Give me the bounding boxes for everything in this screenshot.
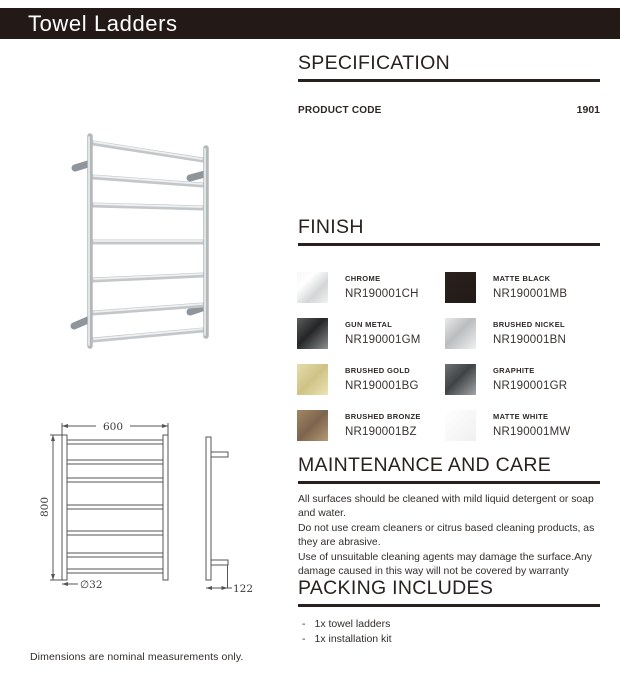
maintenance-section	[298, 454, 600, 579]
product-code-label: PRODUCT CODE	[298, 105, 382, 116]
finish-code: NR190001GR	[493, 380, 568, 392]
finish-code: NR190001BZ	[345, 426, 417, 438]
finish-swatch-brushed-nickel	[445, 318, 476, 349]
towel-ladder-illustration	[60, 118, 220, 353]
finish-option-brushed-gold	[297, 364, 445, 395]
packing-list	[298, 617, 600, 647]
packing-item	[302, 617, 600, 632]
maintenance-line: All surfaces should be cleaned with mild liquid detergent or soap and water.	[298, 494, 594, 520]
finish-code: NR190001MB	[493, 288, 568, 300]
finish-heading: FINISH	[298, 216, 600, 246]
width-dimension-label: 600	[102, 421, 124, 433]
finish-code: NR190001GM	[345, 334, 421, 346]
depth-dimension-label: 122	[233, 583, 254, 595]
page-title: Towel Ladders	[28, 10, 178, 36]
ladder-rungs	[93, 142, 203, 340]
finish-option-matte-white	[445, 410, 600, 441]
wall-mount-pegs	[74, 164, 205, 326]
finish-option-chrome	[297, 272, 445, 303]
finish-option-matte-black	[445, 272, 600, 303]
finish-code: NR190001MW	[493, 426, 571, 438]
page-title-bar	[0, 8, 620, 39]
bullet-dash: -	[302, 618, 306, 630]
finish-swatch-graphite	[445, 364, 476, 395]
finish-name: BRUSHED BRONZE	[345, 412, 421, 421]
finish-name: GUN METAL	[345, 320, 393, 329]
technical-drawing	[25, 412, 260, 602]
finish-code: NR190001BN	[493, 334, 566, 346]
front-view	[50, 423, 168, 586]
maintenance-line: Use of unsuitable cleaning agents may damage the surface.Any damage caused in this way will not be covered by warranty	[298, 551, 593, 578]
diameter-dimension-label: ∅32	[80, 579, 103, 591]
finish-option-brushed-bronze	[297, 410, 445, 441]
finish-name: MATTE WHITE	[493, 412, 549, 421]
specification-section	[298, 52, 600, 82]
finish-name: CHROME	[345, 274, 381, 283]
product-code-row	[298, 104, 600, 116]
finish-name: MATTE BLACK	[493, 274, 551, 283]
finish-option-brushed-nickel	[445, 318, 600, 349]
packing-item	[302, 632, 600, 647]
packing-section	[298, 577, 600, 647]
packing-heading: PACKING INCLUDES	[298, 577, 600, 607]
finish-swatch-matte-white	[445, 410, 476, 441]
side-view	[206, 437, 232, 590]
finish-code: NR190001CH	[345, 288, 419, 300]
finish-option-gun-metal	[297, 318, 445, 349]
product-code-value: 1901	[576, 104, 600, 116]
specification-heading: SPECIFICATION	[298, 52, 600, 82]
finish-swatch-gun-metal	[297, 318, 328, 349]
finish-swatch-matte-black	[445, 272, 476, 303]
height-dimension-label: 800	[39, 496, 51, 518]
finish-swatch-chrome	[297, 272, 328, 303]
maintenance-heading: MAINTENANCE AND CARE	[298, 454, 600, 484]
finish-grid	[297, 272, 600, 441]
maintenance-body	[298, 493, 600, 579]
bullet-dash: -	[302, 633, 306, 645]
dimensions-note: Dimensions are nominal measurements only.	[30, 651, 244, 663]
finish-swatch-brushed-gold	[297, 364, 328, 395]
packing-item-text: 1x installation kit	[314, 633, 392, 645]
finish-name: BRUSHED NICKEL	[493, 320, 565, 329]
finish-name: BRUSHED GOLD	[345, 366, 411, 375]
maintenance-line: Do not use cream cleaners or citrus based cleaning products, as they are abrasive.	[298, 522, 595, 549]
finish-swatch-brushed-bronze	[297, 410, 328, 441]
finish-option-graphite	[445, 364, 600, 395]
packing-item-text: 1x towel ladders	[314, 618, 391, 630]
finish-code: NR190001BG	[345, 380, 419, 392]
finish-section	[298, 216, 600, 246]
finish-name: GRAPHITE	[493, 366, 535, 375]
